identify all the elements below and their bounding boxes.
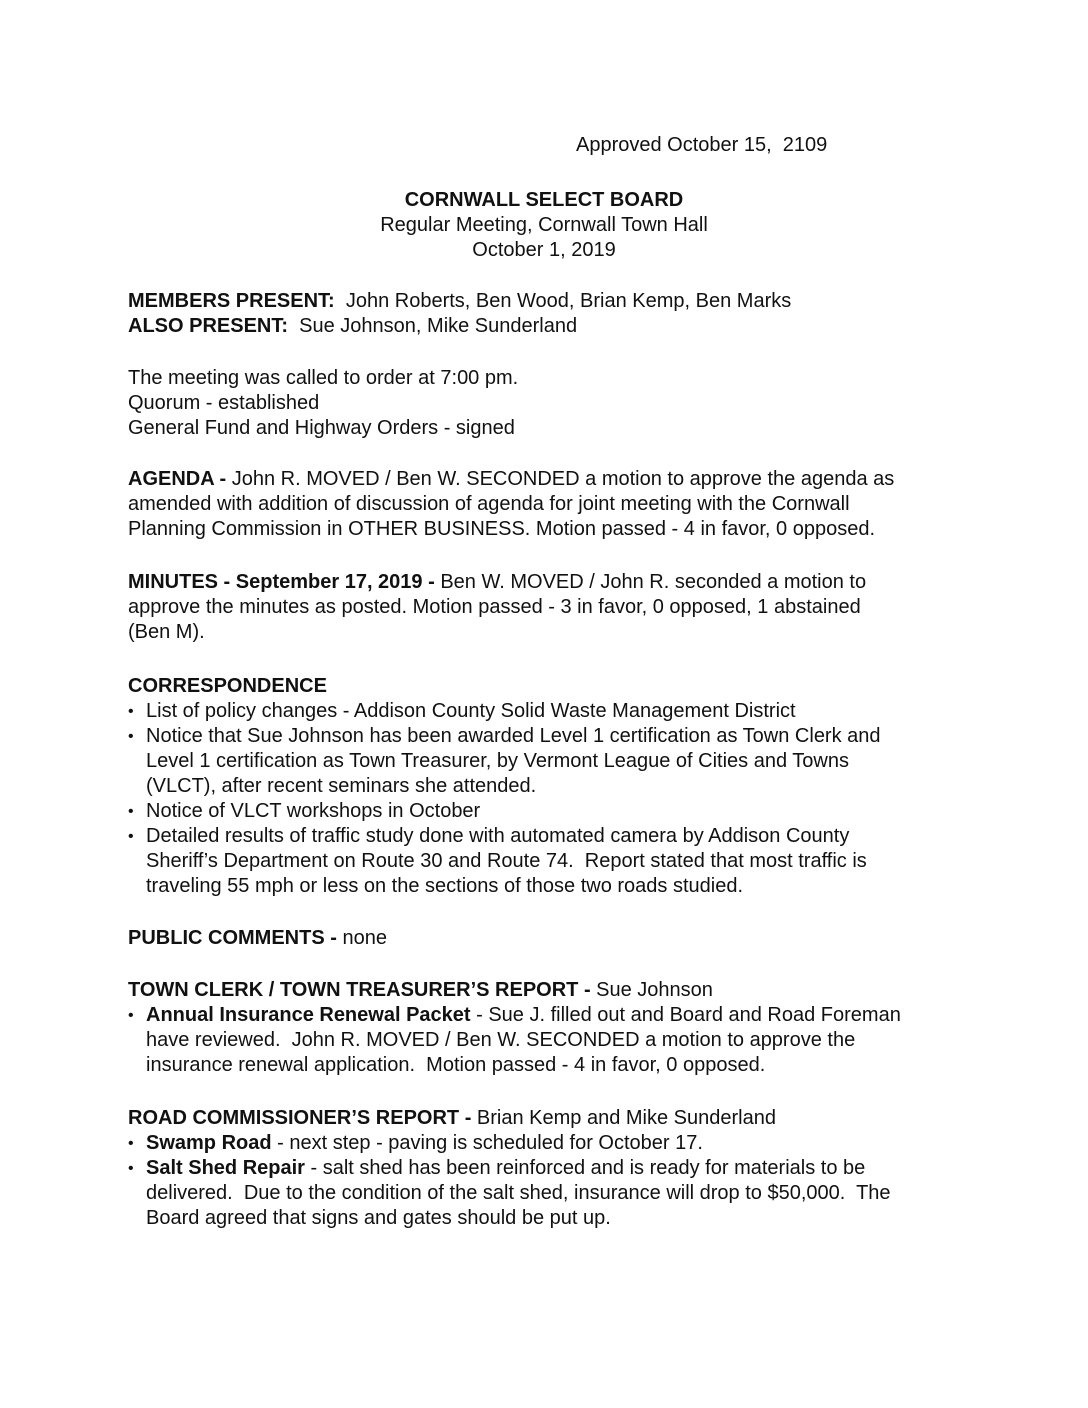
list-item — [128, 724, 968, 799]
minutes-line-2: approve the minutes as posted. Motion passed - 3 in favor, 0 opposed, 1 abstained — [128, 596, 861, 618]
road-report-label: ROAD COMMISSIONER’S REPORT - — [128, 1107, 472, 1129]
public-comments-label: PUBLIC COMMENTS - — [128, 927, 337, 949]
public-comments-text: none — [336, 927, 387, 949]
public-comments-section — [128, 926, 968, 951]
correspondence-section — [128, 674, 968, 899]
clerk-item-line-2: have reviewed. John R. MOVED / Ben W. SECONDED a motion to approve the — [146, 1029, 856, 1051]
list-item — [128, 799, 968, 824]
correspondence-item-2-line-1: • Notice that Sue Johnson has been awarded Level 1 certification as Town Clerk and — [146, 725, 881, 747]
document-header — [0, 188, 1088, 263]
correspondence-heading: CORRESPONDENCE — [128, 675, 327, 697]
clerk-report-section — [128, 978, 968, 1078]
clerk-item-line-1 — [146, 1003, 968, 1028]
meeting-subtitle: Regular Meeting, Cornwall Town Hall — [380, 214, 708, 236]
members-present-label: MEMBERS PRESENT: — [128, 290, 335, 312]
members-present — [128, 289, 968, 314]
clerk-item-label: Annual Insurance Renewal Packet — [146, 1004, 471, 1026]
minutes-line-3: (Ben M). — [128, 621, 205, 643]
list-item — [128, 1003, 968, 1078]
correspondence-item-1-line-1: • List of policy changes - Addison County Solid Waste Management District — [146, 700, 796, 722]
orders-line: General Fund and Highway Orders - signed — [128, 417, 515, 439]
minutes-text-1: Ben W. MOVED / John R. seconded a motion to — [434, 571, 867, 593]
list-item — [128, 824, 968, 899]
correspondence-item-4-line-1: • Detailed results of traffic study done with automated camera by Addison County — [146, 825, 850, 847]
road-item-2-line-1 — [146, 1156, 968, 1181]
correspondence-item-4-line-2: Sheriff’s Department on Route 30 and Route 74. Report stated that most traffic is — [146, 850, 867, 872]
clerk-item-line-3: insurance renewal application. Motion passed - 4 in favor, 0 opposed. — [146, 1054, 766, 1076]
meeting-date: October 1, 2019 — [472, 239, 616, 261]
opening-section — [128, 366, 968, 441]
minutes-section — [128, 570, 968, 645]
clerk-report-heading — [128, 978, 968, 1003]
road-item-2-line-2: delivered. Due to the condition of the salt shed, insurance will drop to $50,000. The — [146, 1182, 891, 1204]
agenda-line-3: Planning Commission in OTHER BUSINESS. Motion passed - 4 in favor, 0 opposed. — [128, 518, 876, 540]
clerk-report-label: TOWN CLERK / TOWN TREASURER’S REPORT - — [128, 979, 591, 1001]
quorum-line: Quorum - established — [128, 392, 320, 414]
attendance-section — [128, 289, 968, 339]
correspondence-list — [128, 699, 968, 899]
members-present-names: John Roberts, Ben Wood, Brian Kemp, Ben Marks — [345, 290, 792, 312]
clerk-report-list — [128, 1003, 968, 1078]
list-item — [128, 1156, 968, 1231]
road-item-1-text: - next step - paving is scheduled for October 17. — [271, 1132, 703, 1154]
call-to-order: The meeting was called to order at 7:00 pm. — [128, 367, 519, 389]
agenda-label: AGENDA - — [128, 468, 227, 490]
list-item — [128, 1131, 968, 1156]
road-item-2-label: Salt Shed Repair — [146, 1157, 305, 1179]
correspondence-item-2-line-3: (VLCT), after recent seminars she attended. — [146, 775, 537, 797]
agenda-line-1 — [128, 467, 968, 492]
agenda-line-2: amended with addition of discussion of agenda for joint meeting with the Cornwall — [128, 493, 850, 515]
road-report-heading — [128, 1106, 968, 1131]
also-present — [128, 314, 968, 339]
clerk-report-presenter: Sue Johnson — [590, 979, 713, 1001]
road-report-presenters: Brian Kemp and Mike Sunderland — [471, 1107, 776, 1129]
road-item-1-line-1 — [146, 1131, 968, 1156]
correspondence-item-2-line-2: Level 1 certification as Town Treasurer, by Vermont League of Cities and Towns — [146, 750, 849, 772]
road-item-2-text-1: - salt shed has been reinforced and is ready for materials to be — [304, 1157, 866, 1179]
also-present-label: ALSO PRESENT: — [128, 315, 289, 337]
board-title: CORNWALL SELECT BOARD — [404, 189, 684, 211]
correspondence-item-3-line-1: • Notice of VLCT workshops in October — [146, 800, 481, 822]
road-item-2-line-3: Board agreed that signs and gates should be put up. — [146, 1207, 611, 1229]
also-present-names: Sue Johnson, Mike Sunderland — [299, 315, 578, 337]
road-report-section — [128, 1106, 968, 1231]
clerk-item-text-1: - Sue J. filled out and Board and Road Foreman — [470, 1004, 901, 1026]
agenda-text-1: John R. MOVED / Ben W. SECONDED a motion to approve the agenda as — [226, 468, 895, 490]
public-comments-line — [128, 926, 968, 951]
list-item — [128, 699, 968, 724]
road-report-list — [128, 1131, 968, 1231]
minutes-label: MINUTES - September 17, 2019 - — [128, 571, 435, 593]
agenda-section — [128, 467, 968, 542]
correspondence-item-4-line-3: traveling 55 mph or less on the sections of those two roads studied. — [146, 875, 744, 897]
minutes-line-1 — [128, 570, 968, 595]
road-item-1-label: Swamp Road — [146, 1132, 272, 1154]
approval-note: Approved October 15, 2109 — [576, 134, 828, 156]
